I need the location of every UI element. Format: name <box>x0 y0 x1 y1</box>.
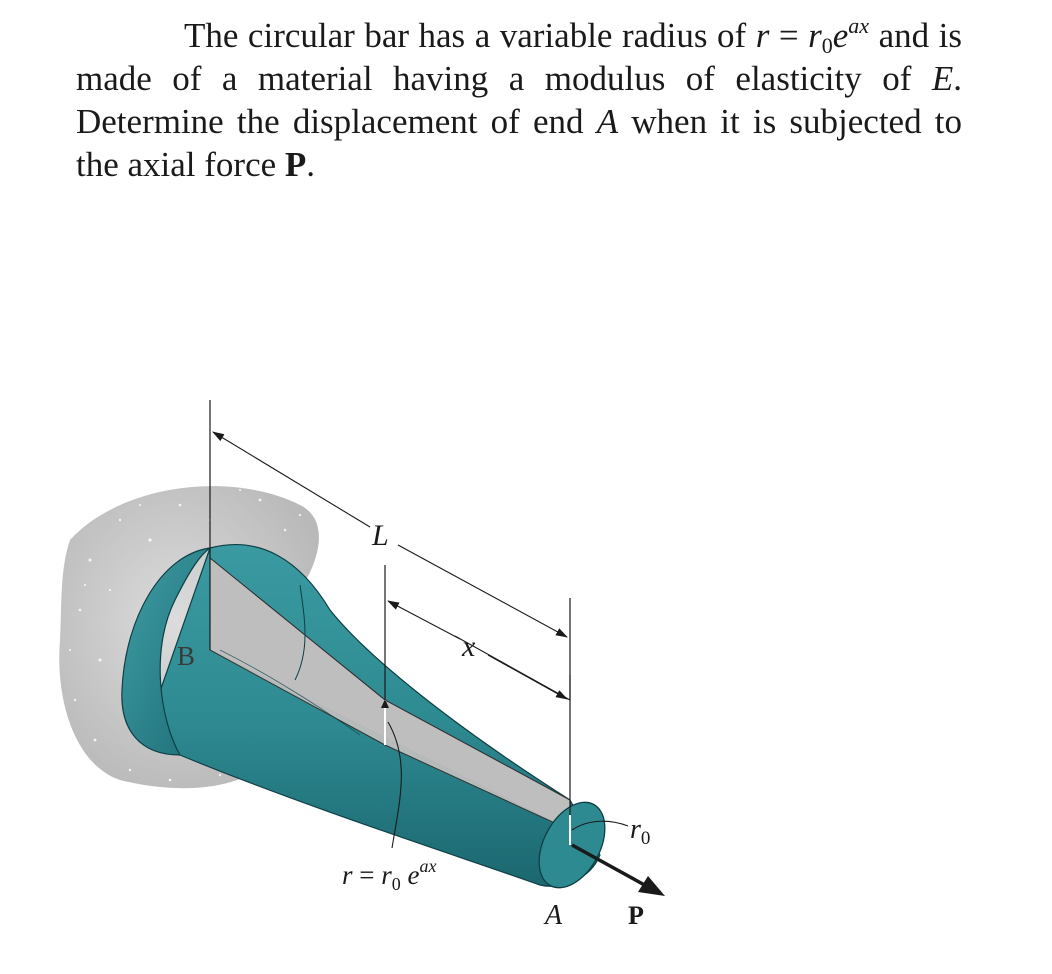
label-r-equation <box>342 856 437 894</box>
var-e: e <box>832 16 849 55</box>
var-r0: r <box>808 16 822 55</box>
period: . <box>306 145 316 184</box>
label-P: P <box>628 901 644 930</box>
var-A: A <box>596 102 619 141</box>
dim-line-x-right <box>488 655 567 699</box>
dim-line-L-right <box>398 545 567 637</box>
eq-r0: r <box>381 860 392 890</box>
var-E: E <box>931 59 954 98</box>
eq-e: e <box>400 860 420 890</box>
force-arrow-P-head <box>638 876 665 896</box>
exponent-ax: ax <box>848 13 870 38</box>
intro-text: The circular bar has a variable radius of <box>184 16 756 55</box>
eq-equals: = <box>352 860 382 890</box>
label-r0-sub: 0 <box>640 828 651 849</box>
problem-statement <box>76 14 962 186</box>
determine-text: . Determine the displacement of end <box>76 59 962 141</box>
eq-r: r <box>342 860 353 890</box>
var-r: r <box>755 16 770 55</box>
label-r0-base: r <box>630 814 641 845</box>
label-r0 <box>630 814 650 849</box>
subjected-text: when it is subjected to the axial force <box>76 102 962 184</box>
equals-sign: = <box>769 16 809 55</box>
var-r0-subscript: 0 <box>821 33 833 58</box>
var-P: P <box>284 145 307 184</box>
label-A: A <box>545 900 563 931</box>
label-x: x <box>462 630 476 663</box>
label-L: L <box>372 519 389 552</box>
eq-r0-sub: 0 <box>391 874 401 894</box>
eq-exp: ax <box>419 856 437 876</box>
bar-figure <box>0 380 1052 974</box>
modulus-text: and is made of a material having a modulus of elasticity of <box>76 16 962 98</box>
dim-line-x-left <box>388 601 460 639</box>
label-B: B <box>177 641 196 671</box>
